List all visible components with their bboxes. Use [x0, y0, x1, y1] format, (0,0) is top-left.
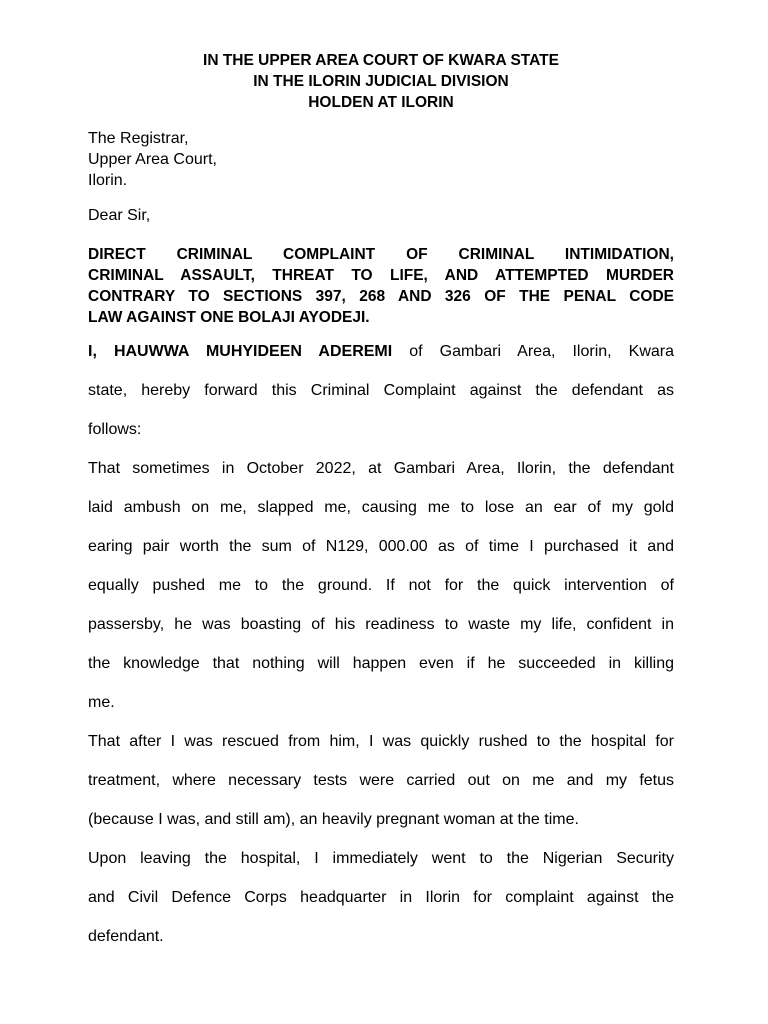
subject-line: CRIMINAL ASSAULT, THREAT TO LIFE, AND ATTEMPTED MURDER [88, 267, 674, 284]
court-header-line-1: IN THE UPPER AREA COURT OF KWARA STATE [203, 52, 559, 69]
complaint-body [88, 341, 674, 965]
body-line: passersby, he was boasting of his readiness to waste my life, confident in [88, 616, 674, 633]
subject-line: LAW AGAINST ONE BOLAJI AYODEJI. [88, 309, 370, 326]
address-line-1: The Registrar, [88, 130, 189, 147]
salutation: Dear Sir, [88, 207, 151, 224]
court-header-line-2: IN THE ILORIN JUDICIAL DIVISION [253, 73, 509, 90]
body-line: follows: [88, 421, 142, 438]
body-line: earing pair worth the sum of N129, 000.00 as of time I purchased it and [88, 538, 674, 555]
body-line: (because I was, and still am), an heavily pregnant woman at the time. [88, 811, 579, 828]
court-header [88, 50, 674, 113]
body-line: laid ambush on me, slapped me, causing me to lose an ear of my gold [88, 499, 674, 516]
subject-line: DIRECT CRIMINAL COMPLAINT OF CRIMINAL INTIMIDATION, [88, 246, 674, 263]
body-line: Upon leaving the hospital, I immediately went to the Nigerian Security [88, 850, 674, 867]
recipient-address [88, 128, 217, 191]
address-line-2: Upper Area Court, [88, 151, 217, 168]
address-line-3: Ilorin. [88, 172, 128, 189]
complainant-name: I, HAUWWA MUHYIDEEN ADEREMI [88, 343, 393, 360]
body-line: state, hereby forward this Criminal Complaint against the defendant as [88, 382, 674, 399]
body-line [88, 341, 674, 380]
court-header-line-3: HOLDEN AT ILORIN [308, 94, 454, 111]
body-line: equally pushed me to the ground. If not for the quick intervention of [88, 577, 674, 594]
body-line: me. [88, 694, 115, 711]
body-line: That after I was rescued from him, I was quickly rushed to the hospital for [88, 733, 674, 750]
subject-line: CONTRARY TO SECTIONS 397, 268 AND 326 OF THE PENAL CODE [88, 288, 674, 305]
body-line: and Civil Defence Corps headquarter in Ilorin for complaint against the [88, 889, 674, 906]
subject-heading [88, 244, 674, 328]
body-line: the knowledge that nothing will happen even if he succeeded in killing [88, 655, 674, 672]
body-line: That sometimes in October 2022, at Gambari Area, Ilorin, the defendant [88, 460, 674, 477]
body-line: defendant. [88, 928, 164, 945]
body-line: treatment, where necessary tests were carried out on me and my fetus [88, 772, 674, 789]
body-text: of Gambari Area, Ilorin, Kwara [392, 343, 674, 360]
